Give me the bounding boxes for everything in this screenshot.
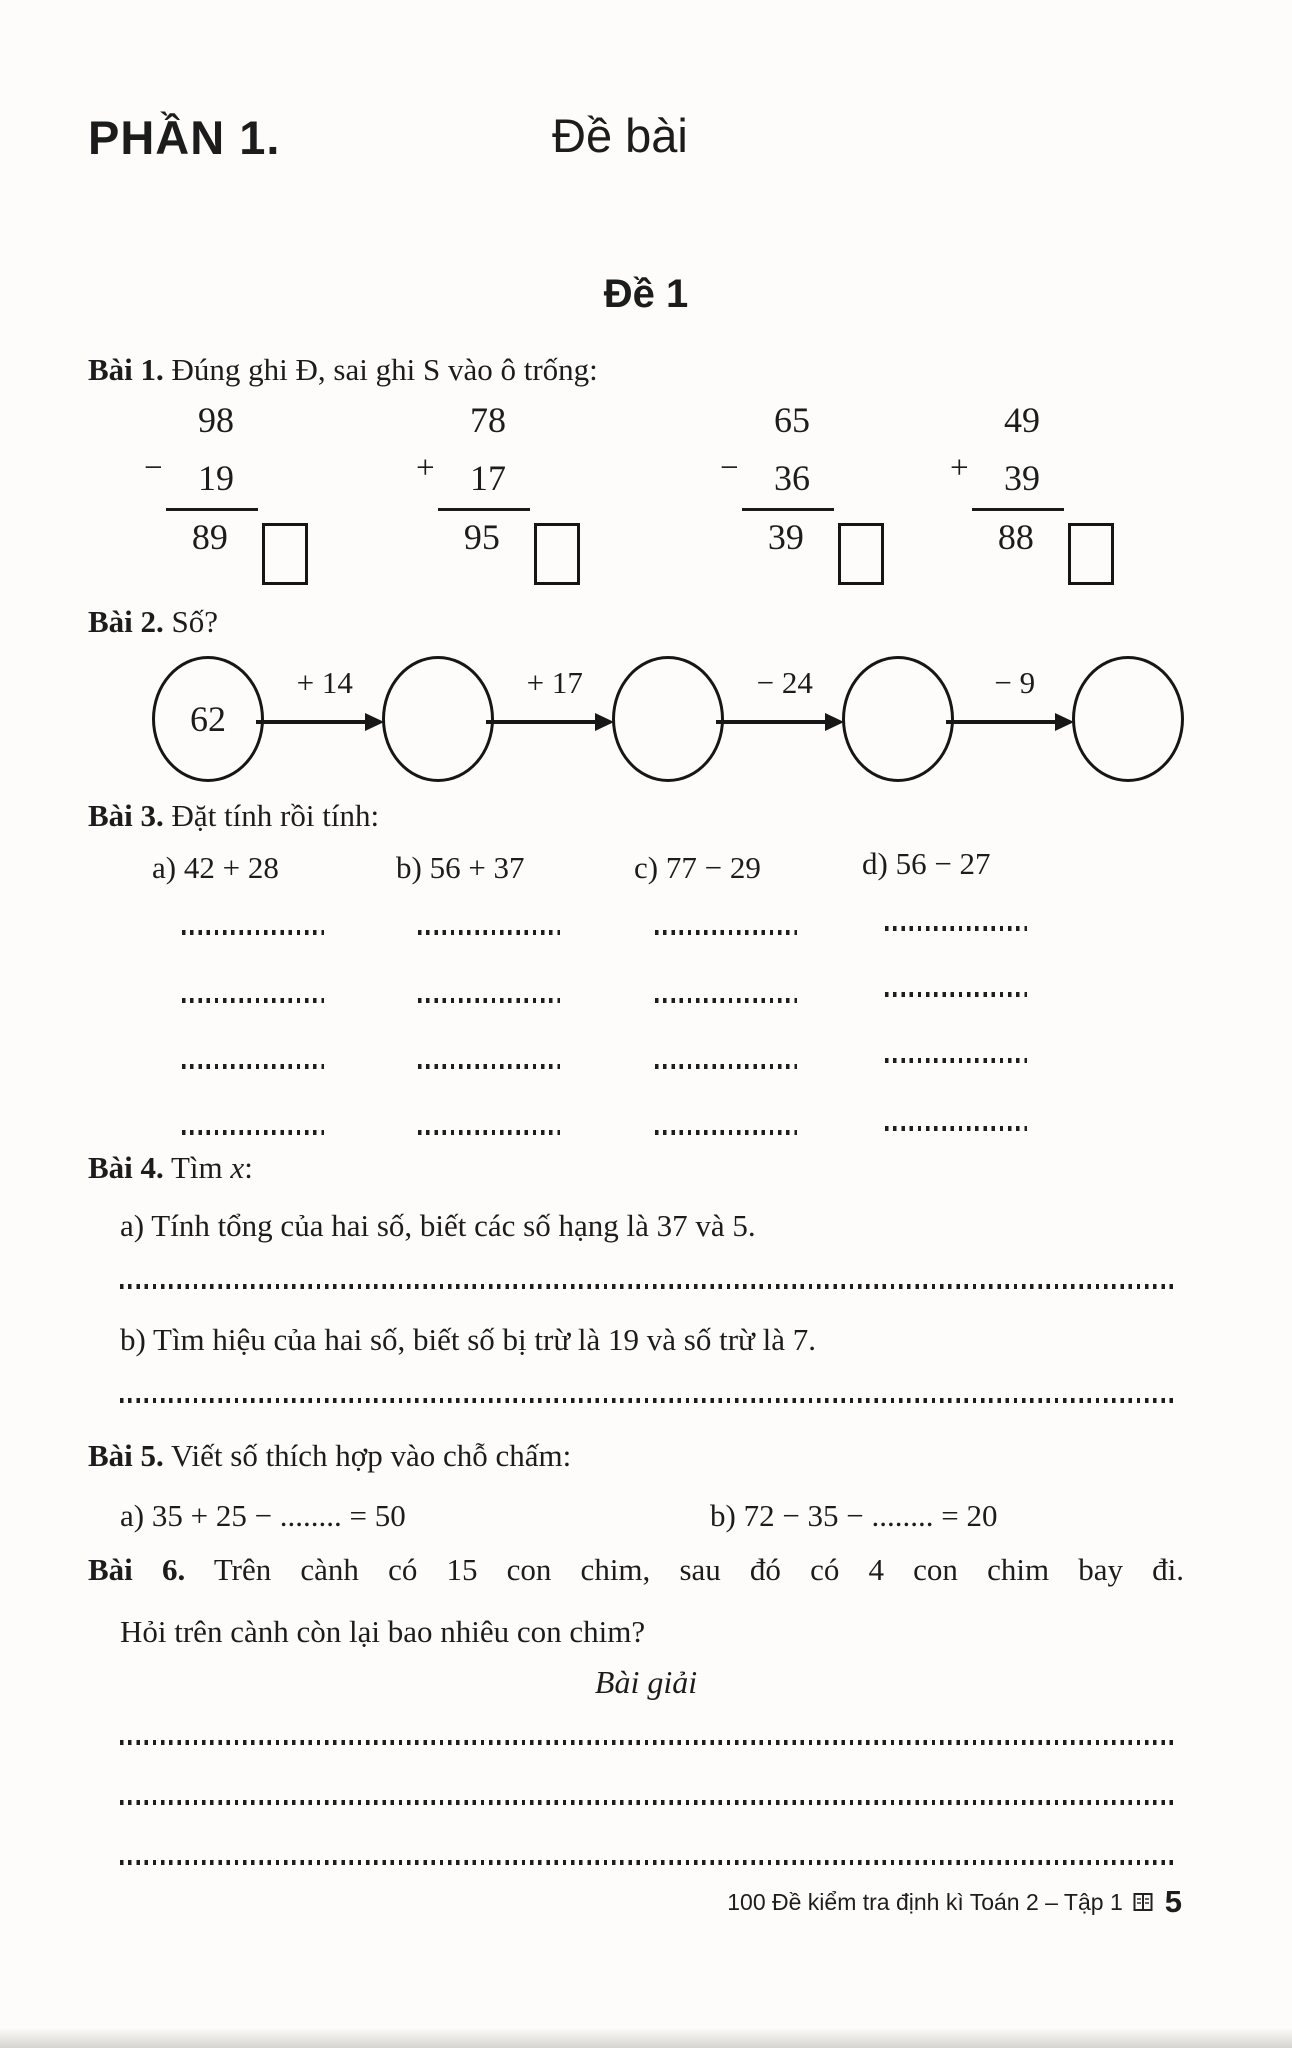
test-title: Đề 1: [603, 272, 689, 316]
chain-op-label: − 9: [994, 665, 1036, 700]
operand-top: 78: [470, 400, 506, 440]
exercise-3-heading: [88, 798, 379, 834]
column-problem: [944, 402, 1114, 585]
chain-arrow: [494, 659, 612, 779]
answer-box: [838, 523, 884, 585]
exercise-4-heading: [88, 1150, 253, 1186]
book-icon: [1131, 1890, 1155, 1914]
dotted-answer-line: [120, 1800, 1176, 1805]
chain-start-value: 62: [190, 699, 226, 739]
exercise-4-item: a) Tính tổng của hai số, biết các số hạng là 37 và 5.: [120, 1208, 756, 1243]
operand-top: 49: [1004, 400, 1040, 440]
exercise-2-label: Bài 2.: [88, 604, 164, 639]
dotted-answer-line: [655, 998, 797, 1003]
exercise-6-heading: [88, 1552, 1184, 1588]
arrow-right-icon: [716, 720, 840, 724]
dotted-answer-line: [120, 1740, 1176, 1745]
number-chain: [152, 656, 1184, 782]
part-label: PHẦN 1.: [88, 111, 281, 164]
operand-bottom: 19: [198, 458, 234, 498]
scan-edge-shadow: [0, 2028, 1292, 2048]
exercise-1-problems: [0, 402, 1292, 592]
exercise-6-text-line2: Hỏi trên cành còn lại bao nhiêu con chim?: [120, 1614, 646, 1649]
operand-top: 98: [198, 400, 234, 440]
exercise-5-prompt: Viết số thích hợp vào chỗ chấm:: [171, 1438, 572, 1473]
exercise-4-label: Bài 4.: [88, 1150, 164, 1185]
exercise-3-item: b) 56 + 37: [396, 850, 525, 885]
operator-sign: +: [416, 450, 435, 486]
solution-label: Bài giải: [594, 1664, 698, 1700]
operand-bottom: 39: [1004, 458, 1040, 498]
operand-bottom: 36: [774, 458, 810, 498]
exercise-1-prompt: Đúng ghi Đ, sai ghi S vào ô trống:: [171, 352, 598, 387]
exercise-1-heading: [88, 352, 598, 388]
dotted-answer-line: [182, 998, 324, 1003]
dotted-answer-line: [885, 1126, 1027, 1131]
result-value: 89: [191, 517, 228, 557]
operand-top: 65: [774, 400, 810, 440]
exercise-6-label: Bài 6.: [88, 1552, 186, 1587]
column-problem: [714, 402, 884, 585]
exercise-1-label: Bài 1.: [88, 352, 164, 387]
chain-arrow: [954, 659, 1072, 779]
dotted-answer-line: [182, 1130, 324, 1135]
operator-sign: −: [144, 450, 163, 486]
part-title: Đề bài: [552, 109, 688, 162]
dotted-answer-line: [885, 992, 1027, 997]
chain-op-label: + 14: [296, 665, 353, 700]
result-value: 95: [463, 517, 500, 557]
exercise-3-item: a) 42 + 28: [152, 850, 279, 885]
exercise-3-item: d) 56 − 27: [862, 846, 991, 881]
exercise-2-prompt: Số?: [171, 604, 219, 639]
operator-sign: +: [950, 450, 969, 486]
chain-arrow: [724, 659, 842, 779]
answer-box: [534, 523, 580, 585]
chain-circle: [382, 656, 494, 782]
column-problem: [138, 402, 308, 585]
result-value: 39: [767, 517, 804, 557]
dotted-answer-line: [885, 1058, 1027, 1063]
dotted-answer-line: [418, 1064, 560, 1069]
exercise-6-text-line1: Trên cành có 15 con chim, sau đó có 4 con chim bay đi.: [213, 1552, 1184, 1587]
exercise-5-item: b) 72 − 35 − ........ = 20: [710, 1498, 998, 1533]
exercise-3-item: c) 77 − 29: [634, 850, 761, 885]
exercise-2-heading: [88, 604, 218, 640]
dotted-answer-line: [885, 926, 1027, 931]
chain-circle: [842, 656, 954, 782]
dotted-answer-line: [182, 1064, 324, 1069]
exercise-4-prompt-prefix: Tìm: [171, 1150, 231, 1185]
dotted-answer-line: [655, 1064, 797, 1069]
arrow-right-icon: [946, 720, 1070, 724]
page-number: 5: [1164, 1884, 1182, 1919]
page-footer: [727, 1884, 1182, 1920]
answer-box: [1068, 523, 1114, 585]
exercise-4-item: b) Tìm hiệu của hai số, biết số bị trừ là 19 và số trừ là 7.: [120, 1322, 816, 1357]
dotted-answer-line: [120, 1284, 1176, 1289]
dotted-answer-line: [120, 1398, 1176, 1403]
sum-rule: [166, 508, 258, 511]
exercise-4-variable: x: [230, 1150, 245, 1185]
chain-arrow: [264, 659, 382, 779]
arrow-right-icon: [486, 720, 610, 724]
operand-bottom: 17: [470, 458, 506, 498]
dotted-answer-line: [418, 930, 560, 935]
chain-op-label: − 24: [756, 665, 813, 700]
exercise-5-heading: [88, 1438, 571, 1474]
result-value: 88: [997, 517, 1034, 557]
chain-op-label: + 17: [526, 665, 583, 700]
footer-text: 100 Đề kiểm tra định kì Toán 2 – Tập 1: [727, 1888, 1123, 1915]
sum-rule: [438, 508, 530, 511]
sum-rule: [742, 508, 834, 511]
answer-box: [262, 523, 308, 585]
dotted-answer-line: [655, 1130, 797, 1135]
operator-sign: −: [720, 450, 739, 486]
exercise-3-label: Bài 3.: [88, 798, 164, 833]
dotted-answer-line: [418, 998, 560, 1003]
column-problem: [410, 402, 580, 585]
exercise-3-prompt: Đặt tính rồi tính:: [171, 798, 380, 833]
exercise-5-item: a) 35 + 25 − ........ = 50: [120, 1498, 406, 1533]
chain-circle: [1072, 656, 1184, 782]
dotted-answer-line: [655, 930, 797, 935]
sum-rule: [972, 508, 1064, 511]
dotted-answer-line: [418, 1130, 560, 1135]
chain-circle: [612, 656, 724, 782]
exercise-4-prompt-suffix: :: [244, 1150, 253, 1185]
arrow-right-icon: [256, 720, 380, 724]
exercise-5-label: Bài 5.: [88, 1438, 164, 1473]
dotted-answer-line: [120, 1860, 1176, 1865]
dotted-answer-line: [182, 930, 324, 935]
chain-start-circle: [152, 656, 264, 782]
